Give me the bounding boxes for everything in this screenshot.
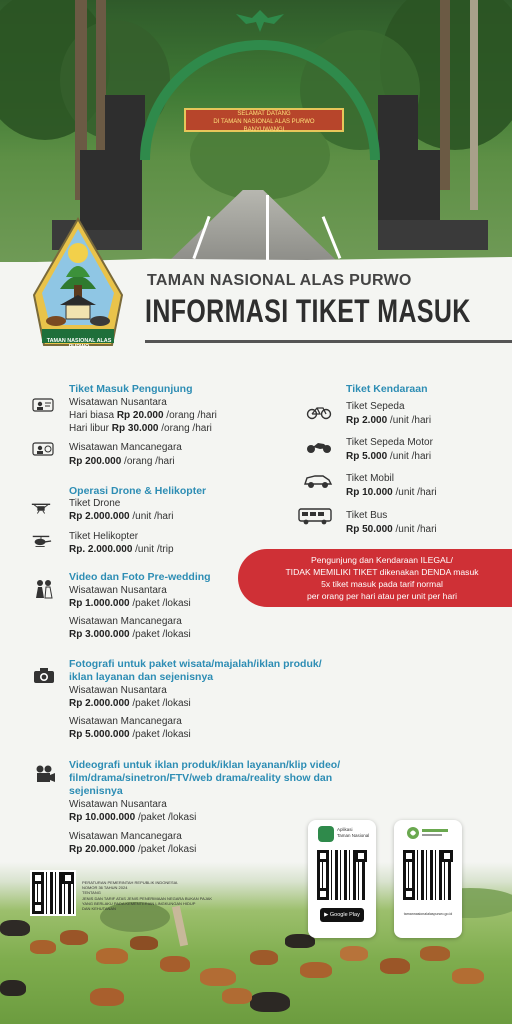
video-camera-icon [34,764,56,786]
prewedding-nusantara-label: Wisatawan Nusantara [69,585,167,596]
fotografi-nusantara-price: Rp 2.000.000 [69,698,130,709]
camera-icon [32,665,56,685]
kendaraan-item-3-unit: /unit /hari [395,524,437,535]
manca-price: Rp 200.000 [69,456,122,467]
couple-icon [33,578,55,600]
kendaraan-item-2-price: Rp 10.000 [346,487,393,498]
prewedding-nusantara-row [69,597,191,610]
logo-text: TAMAN NASIONAL ALAS PURWO [46,338,112,350]
drone-price: Rp 2.000.000 [69,511,130,522]
heli-unit: /unit /trip [135,544,174,555]
heli-price-row [69,543,174,556]
kendaraan-item-0-unit: /unit /hari [389,415,432,426]
qr-code-app[interactable] [317,850,367,900]
weekday-unit: /orang /hari [166,410,217,421]
pengunjung-manca-label: Wisatawan Mancanegara [69,442,182,453]
prewedding-manca-label: Wisatawan Mancanegara [69,616,182,627]
prewedding-manca-row [69,628,191,641]
fotografi-manca-row [69,728,191,741]
ticket-visitor-icon [32,397,54,413]
kendaraan-item-1-label: Tiket Sepeda Motor [346,437,433,448]
kendaraan-item-2-row [346,486,437,499]
prewedding-manca-price: Rp 3.000.000 [69,629,130,640]
bus-icon [298,507,332,525]
fotografi-nusantara-unit: /paket /lokasi [132,698,191,709]
holiday-unit: /orang /hari [161,423,212,434]
section-title-videografi-1: Videografi untuk iklan produk/iklan layanan/klip video/ [69,759,341,771]
pengunjung-nusantara-label: Wisatawan Nusantara [69,397,167,408]
gate-sign-line2: DI TAMAN NASIONAL ALAS PURWO [213,119,315,125]
bicycle-icon [306,404,332,420]
prewedding-nusantara-price: Rp 1.000.000 [69,598,130,609]
section-title-videografi-2: film/drama/sinetron/FTV/web drama/reality show dan [69,772,333,784]
prewedding-nusantara-unit: /paket /lokasi [132,598,191,609]
holiday-label: Hari libur [69,423,110,434]
regulation-line6: DAN KEHUTANAN [82,906,116,912]
regulation-line2: NOMOR 36 TAHUN 2024 [82,885,128,891]
fotografi-nusantara-label: Wisatawan Nusantara [69,685,167,696]
page-subtitle: TAMAN NASIONAL ALAS PURWO [147,272,412,289]
foreign-visitor-icon [32,441,54,457]
google-play-label: Google Play [329,912,360,918]
manca-unit: /orang /hari [124,456,175,467]
kendaraan-item-1-row [346,450,431,463]
fine-notice [238,549,512,607]
heli-label: Tiket Helikopter [69,531,139,542]
fotografi-manca-unit: /paket /lokasi [132,729,191,740]
regulation-line1: PERATURAN PEMERINTAH REPUBLIK INDONESIA [82,880,178,885]
garuda-icon [232,6,288,34]
ministry-logo-icon [406,826,450,840]
section-title-prewedding: Video dan Foto Pre-wedding [69,571,211,583]
fotografi-manca-price: Rp 5.000.000 [69,729,130,740]
videografi-manca-row [69,843,196,856]
section-title-fotografi-2: iklan layanan dan sejenisnya [69,671,214,683]
web-qr-card[interactable] [394,820,462,938]
notice-line2: TIDAK MEMILIKI TIKET dikenakan DENDA masuk [285,567,479,577]
gate-sign [184,108,344,132]
section-title-pengunjung: Tiket Masuk Pengunjung [69,383,193,395]
title-underline [145,340,512,343]
kendaraan-item-2-label: Tiket Mobil [346,473,394,484]
fotografi-manca-label: Wisatawan Mancanegara [69,716,182,727]
kendaraan-item-3-price: Rp 50.000 [346,524,393,535]
videografi-nusantara-price: Rp 10.000.000 [69,812,136,823]
notice-line1: Pengunjung dan Kendaraan ILEGAL/ [311,555,453,565]
gate-sign-line3: BANYUWANGI [243,127,285,133]
pengunjung-weekday-row [69,409,217,422]
app-name [337,827,369,838]
videografi-manca-unit: /paket /lokasi [137,844,197,855]
app-name-line2: Taman Nasional [337,832,370,838]
prewedding-manca-unit: /paket /lokasi [132,629,191,640]
drone-unit: /unit /hari [132,511,174,522]
kendaraan-item-0-row [346,414,431,427]
drone-price-row [69,510,174,523]
car-icon [303,472,333,490]
kendaraan-item-2-unit: /unit /hari [395,487,437,498]
videografi-nusantara-unit: /paket /lokasi [137,812,197,823]
notice-line4: per orang per hari atau per unit per hari [306,591,457,601]
regulation-line4: JENIS DAN TARIF ATAS JENIS PENERIMAAN NEGARA BUKAN PAJAK [82,895,213,901]
kendaraan-item-3-row [346,523,437,536]
helicopter-icon [30,533,52,549]
app-qr-card[interactable] [308,820,376,938]
gate-sign-line1: SELAMAT DATANG [237,111,291,117]
kendaraan-item-3-label: Tiket Bus [346,510,388,521]
pengunjung-holiday-row [69,422,212,435]
google-play-badge[interactable] [320,908,364,922]
fotografi-nusantara-row [69,697,191,710]
qr-code-web[interactable] [403,850,453,900]
regulation-line3: TENTANG [82,890,101,896]
motorcycle-icon [306,438,332,454]
section-title-drone: Operasi Drone & Helikopter [69,485,207,497]
regulation-line5: YANG BERLAKU PADA KEMENTERIAN LINGKUNGAN HIDUP [82,900,196,906]
website-url[interactable]: tamannasionalalaspurwo.go.id [403,912,453,916]
videografi-nusantara-label: Wisatawan Nusantara [69,799,167,810]
heli-price: Rp. 2.000.000 [69,544,133,555]
section-title-fotografi-1: Fotografi untuk paket wisata/majalah/iklan produk/ [69,658,322,670]
drone-icon [30,500,52,516]
kendaraan-item-0-label: Tiket Sepeda [346,401,405,412]
app-logo-icon [318,826,334,842]
pengunjung-manca-row [69,455,175,468]
app-name-line1: Aplikasi [337,827,353,832]
play-triangle-icon: ▶ [324,912,329,918]
park-logo [30,215,126,355]
videografi-manca-price: Rp 20.000.000 [69,844,136,855]
weekday-price: Rp 20.000 [116,410,164,421]
kendaraan-item-0-price: Rp 2.000 [346,415,388,426]
drone-label: Tiket Drone [69,498,121,509]
regulation-text [82,880,212,911]
videografi-nusantara-row [69,811,196,824]
page-title: INFORMASI TIKET MASUK [145,293,471,329]
qr-code-regulation[interactable] [30,870,76,916]
weekday-label: Hari biasa [69,410,115,421]
section-title-videografi-3: sejenisnya [69,785,123,797]
videografi-manca-label: Wisatawan Mancanegara [69,831,182,842]
section-title-kendaraan: Tiket Kendaraan [346,383,428,395]
kendaraan-item-1-unit: /unit /hari [389,451,432,462]
kendaraan-item-1-price: Rp 5.000 [346,451,388,462]
holiday-price: Rp 30.000 [111,423,159,434]
notice-line3: 5x tiket masuk pada tarif normal [321,579,443,589]
